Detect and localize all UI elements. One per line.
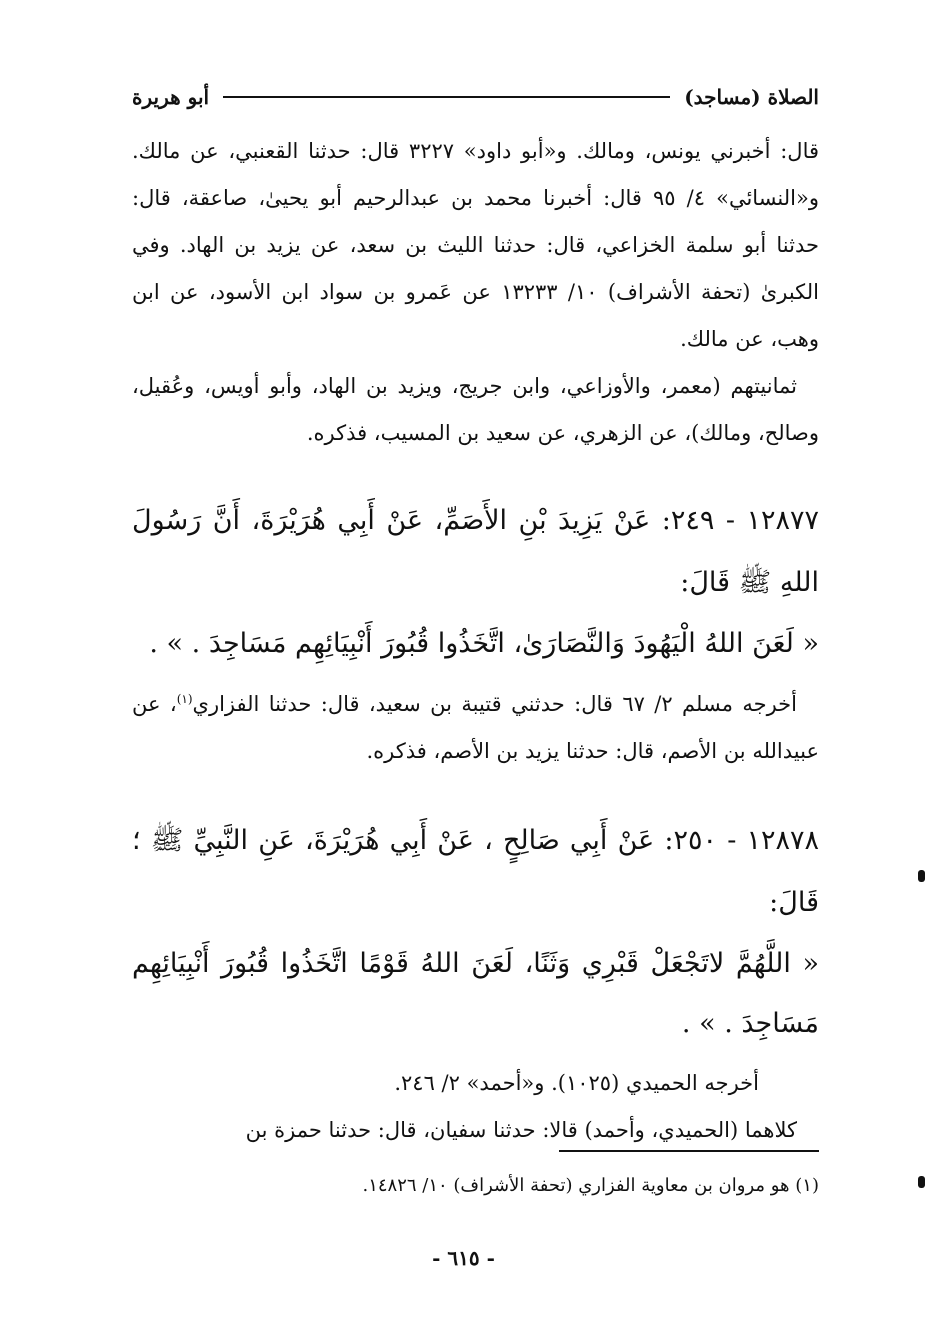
paragraph: ثمانيتهم (معمر، والأوزاعي، وابن جريج، ويزيد بن الهاد، وأبو أويس، وعُقيل، وصالح، ومالك)، عن الزهري، عن سعيد بن المسيب، فذكره. xyxy=(132,374,819,445)
takhrij-text: ، عن عبيدالله بن الأصم، قال: حدثنا يزيد بن الأصم، فذكره. xyxy=(132,692,819,763)
running-header xyxy=(132,82,819,112)
margin-mark xyxy=(918,1176,925,1188)
header-rule xyxy=(223,96,670,98)
hadith-text: « لَعَنَ اللهُ الْيَهُودَ وَالنَّصَارَىٰ، اتَّخَذُوا قُبُورَ أَنْبِيَائِهِم مَسَاجِدَ . » . xyxy=(149,628,819,659)
margin-mark xyxy=(918,870,925,882)
hadith-12878 xyxy=(132,810,819,1154)
takhrij-continuation xyxy=(132,128,819,457)
takhrij xyxy=(132,676,819,775)
takhrij-text: أخرجه مسلم ٢/ ٦٧ قال: حدثني قتيبة بن سعيد، قال: حدثنا الفزاري xyxy=(192,692,797,716)
hadith-12877 xyxy=(132,490,819,775)
footnote-rule xyxy=(559,1150,819,1152)
takhrij: كلاهما (الحميدي، وأحمد) قالا: حدثنا سفيان، قال: حدثنا حمزة بن xyxy=(245,1118,797,1142)
hadith-title: ١٢٨٧٨ - ٢٥٠: عَنْ أَبِي صَالِحٍ ، عَنْ أَبِي هُرَيْرَةَ، عَنِ النَّبِيِّ ﷺ ؛ قَالَ: xyxy=(132,825,819,918)
takhrij: أخرجه الحميدي (١٠٢٥). و«أحمد» ٢/ ٢٤٦. xyxy=(394,1071,759,1095)
hadith-text: « اللَّهُمَّ لاتَجْعَلْ قَبْرِي وَثَنًا، لَعَنَ اللهُ قَوْمًا اتَّخَذُوا قُبُورَ أَنْبِيَائِهِم مَسَاجِدَ . » . xyxy=(132,948,819,1039)
page-number: - ٦١٥ - xyxy=(432,1246,495,1270)
footnote: (١) هو مروان بن معاوية الفزاري (تحفة الأشراف) ١٠/ ١٤٨٢٦. xyxy=(362,1175,819,1196)
footnote-ref[interactable]: (١) xyxy=(176,692,193,706)
header-chapter: الصلاة (مساجد) xyxy=(684,85,819,109)
paragraph: قال: أخبرني يونس، ومالك. و«أبو داود» ٣٢٢٧ قال: حدثنا القعنبي، عن مالك. و«النسائي» ٤/ ٩٥ قال: أخبرنا محمد بن عبدالرحيم أبو يحيىٰ، صاعقة، قال: حدثنا أبو سلمة الخزاعي، قال: حدثنا الليث بن سعد، عن يزيد بن الهاد. وفي الكبرىٰ (تحفة الأشراف) ١٠/ ١٣٢٣٣ عن عَمرو بن سواد ابن الأسود، عن ابن وهب، عن مالك. xyxy=(132,139,820,351)
header-narrator: أبو هريرة xyxy=(132,85,210,109)
hadith-title: ١٢٨٧٧ - ٢٤٩: عَنْ يَزِيدَ بْنِ الأَصَمِّ، عَنْ أَبِي هُرَيْرَةَ، أَنَّ رَسُولَ اللهِ ﷺ قَالَ: xyxy=(132,505,819,598)
